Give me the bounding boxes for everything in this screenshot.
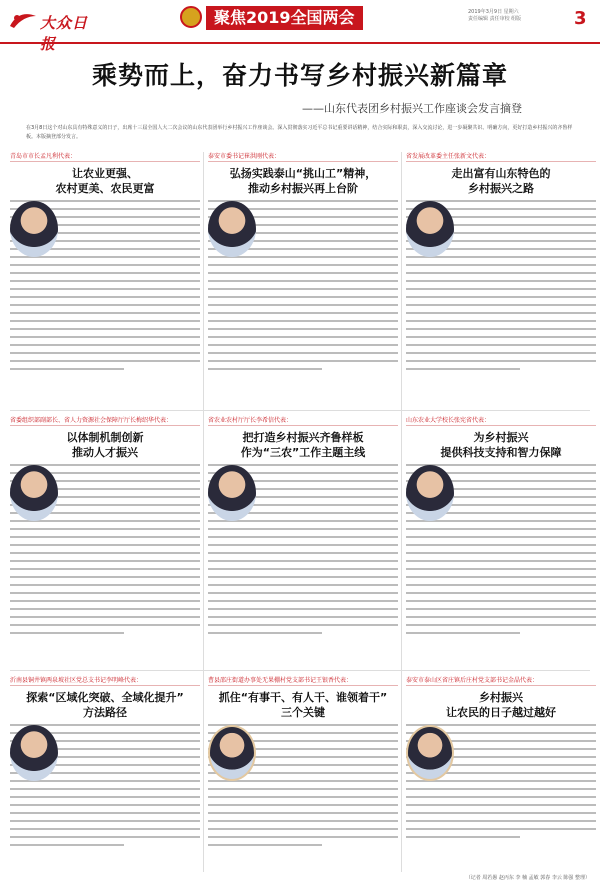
- article-cell: [406, 676, 596, 870]
- logo-text: 大众日报: [40, 14, 89, 53]
- speaker-photo: [10, 465, 58, 521]
- article-byline: 青岛市市长孟凡利代表：: [10, 152, 200, 162]
- column-divider: [401, 152, 402, 872]
- issue-meta: [468, 9, 568, 23]
- speaker-photo: [208, 725, 256, 781]
- title-line: 抓住“有事干、有人干、谁领着干”: [218, 691, 388, 704]
- issue-date: 2019年3月9日 星期六: [468, 9, 519, 15]
- title-line: 让农业更强、: [72, 167, 138, 180]
- article-cell: [10, 152, 200, 402]
- column-divider: [203, 152, 204, 872]
- title-line: 推动乡村振兴再上台阶: [248, 182, 358, 195]
- article-cell: [406, 152, 596, 402]
- speaker-photo: [406, 725, 454, 781]
- page-subhead: ——山东代表团乡村振兴工作座谈会发言摘登: [302, 102, 522, 115]
- title-line: 作为“三农”工作主题主线: [240, 446, 366, 459]
- speaker-photo: [208, 201, 256, 257]
- article-byline: 沂南县铜井镇两泉坡社区党总支书记李明峰代表：: [10, 676, 200, 686]
- speaker-photo: [406, 201, 454, 257]
- speaker-photo: [10, 725, 58, 781]
- logo-swoosh-icon: [8, 8, 38, 32]
- page-number: 3: [574, 8, 587, 29]
- row-divider: [10, 670, 590, 671]
- article-byline: 省农业农村厅厅长李希信代表：: [208, 416, 398, 426]
- title-line: 乡村振兴之路: [468, 182, 534, 195]
- newspaper-logo: [8, 8, 94, 53]
- article-title: [10, 690, 200, 720]
- article-byline: 省发展改革委主任张新文代表：: [406, 152, 596, 162]
- article-title: [406, 690, 596, 720]
- national-emblem-icon: [180, 6, 202, 28]
- article-title: [208, 430, 398, 460]
- title-line: 弘扬实践泰山“挑山工”精神，: [229, 167, 377, 180]
- article-cell: [208, 676, 398, 870]
- article-cell: [208, 152, 398, 402]
- issue-editors: 责任编辑 责任审校 组版: [468, 16, 522, 22]
- speaker-photo: [208, 465, 256, 521]
- article-title: [406, 166, 596, 196]
- reporter-credits: （记者 周若愚 赵丙东 李 楠 孟敏 郭春 李云 陈强 整理）: [465, 875, 590, 881]
- title-line: 方法路径: [83, 706, 127, 719]
- article-title: [10, 430, 200, 460]
- article-cell: [10, 676, 200, 870]
- title-line: 为乡村振兴: [473, 431, 529, 444]
- title-line: 乡村振兴: [479, 691, 523, 704]
- article-cell: [208, 416, 398, 664]
- article-byline: 泰安市委书记崔洪刚代表：: [208, 152, 398, 162]
- article-title: [208, 166, 398, 196]
- title-line: 走出富有山东特色的: [451, 167, 551, 180]
- speaker-photo: [10, 201, 58, 257]
- speaker-photo: [406, 465, 454, 521]
- title-line: 探索“区域化突破、全域化提升”: [26, 691, 184, 704]
- row-divider: [10, 410, 590, 411]
- article-byline: 山东农业大学校长张宪省代表：: [406, 416, 596, 426]
- title-line: 三个关键: [281, 706, 325, 719]
- article-byline: 曹县邵庄街道办事处无果棚村党支部书记王银香代表：: [208, 676, 398, 686]
- title-line: 提供科技支持和智力保障: [440, 446, 562, 459]
- title-line: 让农民的日子越过越好: [446, 706, 556, 719]
- article-title: [10, 166, 200, 196]
- article-byline: 泰安市泰山区省庄镇后庄村党支部书记金晶代表：: [406, 676, 596, 686]
- article-title: [208, 690, 398, 720]
- masthead: [0, 0, 600, 53]
- article-byline: 省委组织部副部长、省人力资源社会保障厅厅长梅绍华代表：: [10, 416, 200, 426]
- section-banner: 聚焦2019全国两会: [206, 6, 363, 30]
- article-cell: [10, 416, 200, 664]
- page-headline: 乘势而上，奋力书写乡村振兴新篇章: [91, 61, 508, 90]
- title-line: 以体制机制创新: [66, 431, 144, 444]
- article-title: [406, 430, 596, 460]
- title-line: 把打造乡村振兴齐鲁样板: [242, 431, 364, 444]
- title-line: 农村更美、农民更富: [55, 182, 155, 195]
- intro-paragraph: 在3月8日这个对山东具有特殊意义的日子，出席十三届全国人大二次会议的山东代表团举行乡村振兴工作座谈会。深入贯彻落实习近平总书记重要讲话精神，结合实际和职责，深入交流讨论，进一步凝聚共识、明确方向，更好打造乡村振兴的齐鲁样板。本版摘登部分发言。: [26, 125, 573, 140]
- title-line: 推动人才振兴: [72, 446, 138, 459]
- article-cell: [406, 416, 596, 664]
